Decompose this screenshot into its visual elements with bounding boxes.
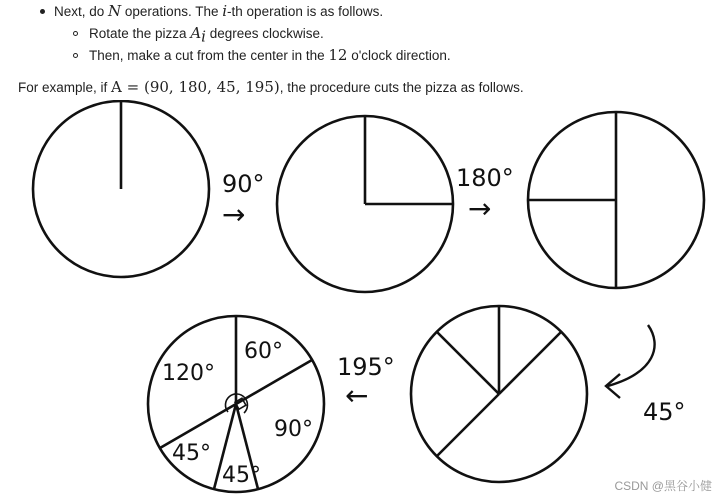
instruction-line-3	[89, 44, 451, 67]
pizza-step-3	[528, 112, 704, 288]
pizza-step-1	[33, 101, 209, 277]
text: degrees clockwise.	[205, 26, 324, 41]
math-var: N	[108, 2, 122, 20]
angle-label: 45°	[222, 463, 261, 488]
step-label-195: 195°	[337, 353, 395, 381]
watermark: CSDN @黑谷小健	[614, 479, 712, 493]
text: Rotate the pizza	[89, 26, 191, 41]
pizza-step-4	[411, 306, 587, 482]
text: , the procedure cuts the pizza as follows.	[279, 80, 524, 95]
curved-arrow	[606, 325, 655, 398]
angle-label: 45°	[172, 441, 211, 466]
arrow-right-icon: →	[222, 198, 246, 231]
angle-label: 90°	[274, 417, 313, 442]
text: For example, if	[18, 80, 112, 95]
step-label-90: 90°	[222, 170, 265, 198]
step-label-180: 180°	[456, 164, 514, 192]
angle-label: 60°	[244, 339, 283, 364]
bullet-dot	[40, 9, 45, 14]
arrow-left-icon: ←	[345, 379, 369, 412]
text: -th operation is as follows.	[227, 4, 384, 19]
text: Next, do	[54, 4, 109, 19]
text: Then, make a cut from the center in the	[89, 48, 329, 63]
angle-label: 120°	[162, 361, 215, 386]
text: operations. The	[121, 4, 223, 19]
math-var: i	[222, 2, 228, 20]
step-label-45: 45°	[643, 398, 686, 426]
math-subscript: i	[201, 27, 206, 46]
pizza-cut-diagram	[0, 100, 722, 500]
example-line	[18, 76, 524, 99]
arrow-right-icon: →	[468, 192, 492, 225]
math-expression: A = (90, 180, 45, 195)	[111, 78, 280, 96]
math-number: 12	[328, 46, 348, 64]
text: o'clock direction.	[347, 48, 451, 63]
sub-bullet-circle	[73, 31, 78, 36]
instruction-line-1	[54, 0, 383, 23]
pizza-step-2	[277, 116, 453, 292]
sub-bullet-circle	[73, 53, 78, 58]
math-var: A	[190, 24, 202, 42]
